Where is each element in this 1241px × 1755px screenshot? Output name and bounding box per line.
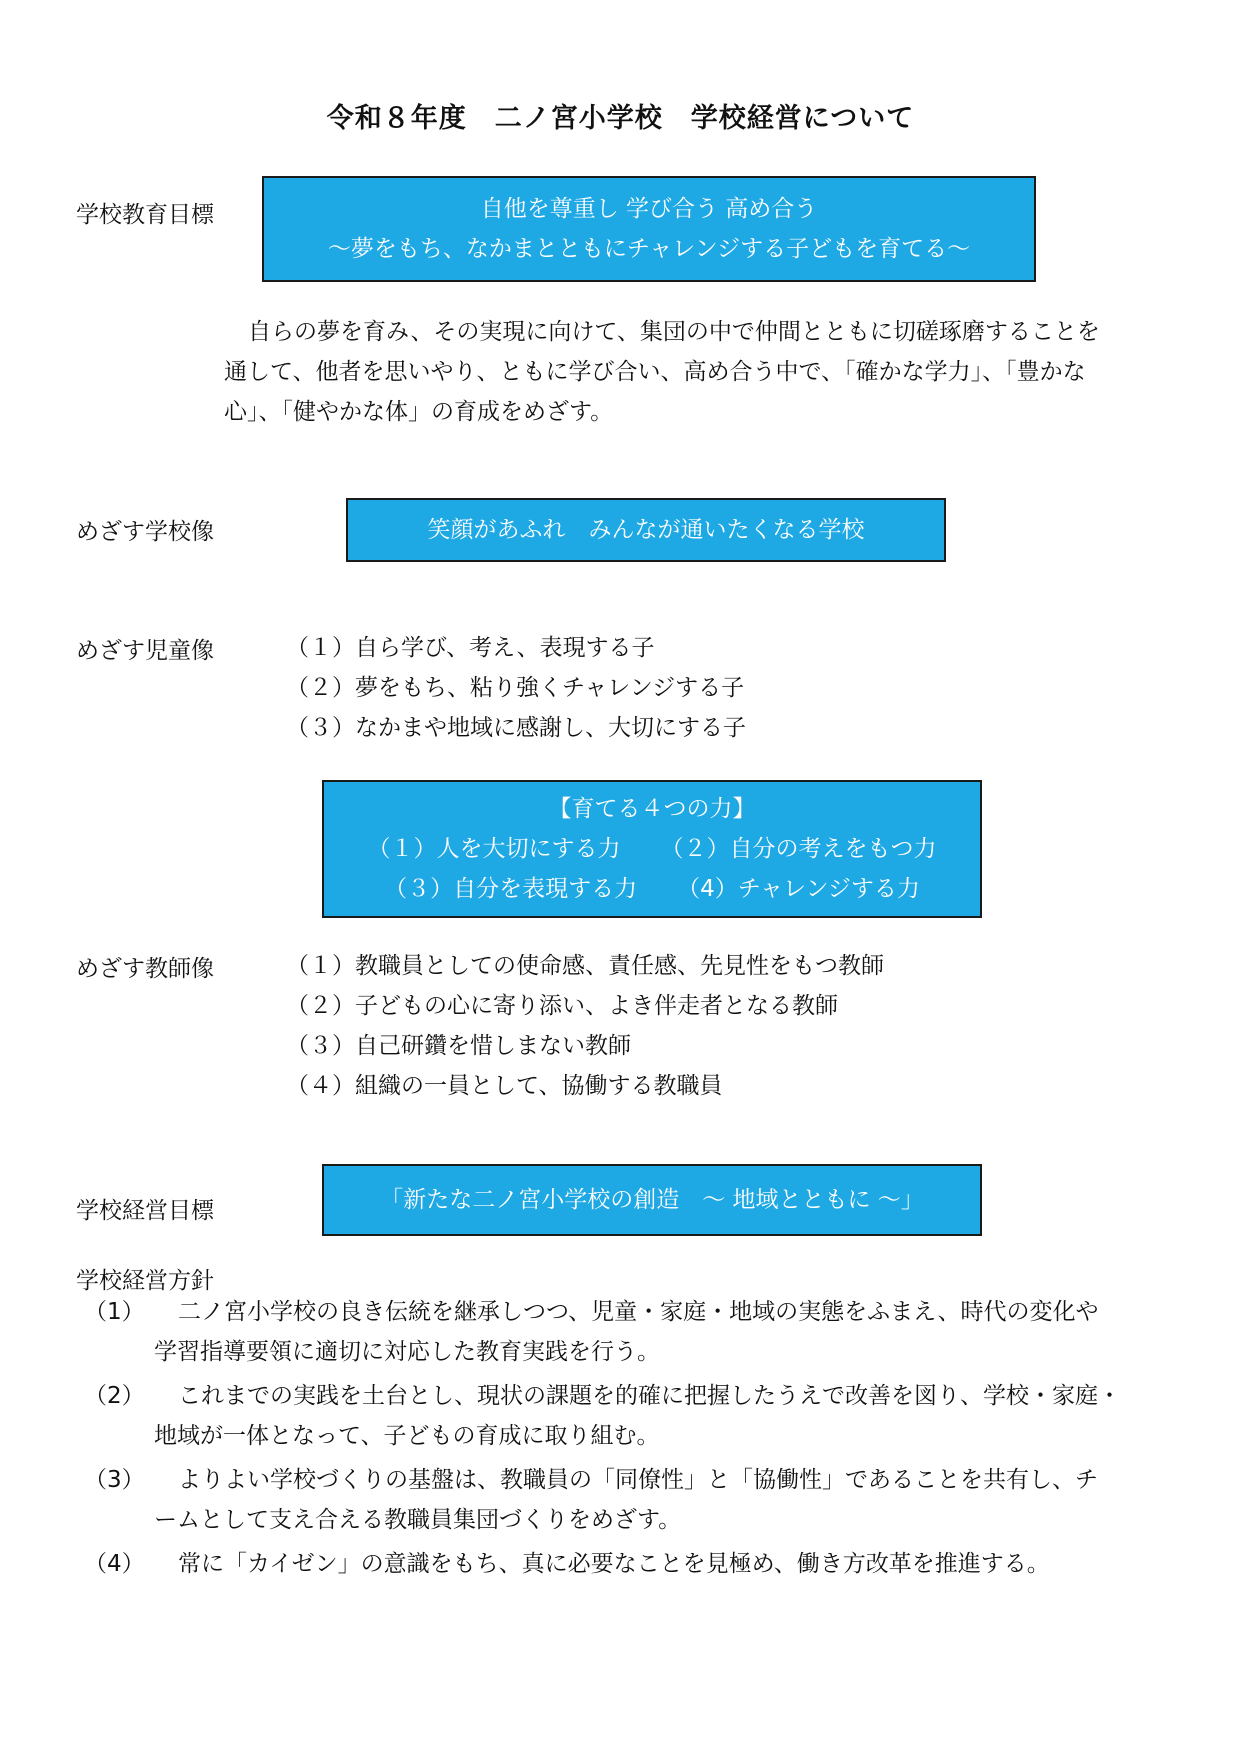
four-powers-item: （１）人を大切にする力 [367, 836, 621, 862]
list-item: （３）なかまや地域に感謝し、大切にする子 [286, 715, 746, 741]
four-powers-item: （３）自分を表現する力 [384, 876, 638, 902]
student-image-label: めざす児童像 [76, 638, 214, 664]
management-goal-text: 「新たな二ノ宮小学校の創造 ～ 地域とともに ～」 [380, 1187, 924, 1213]
list-item: （１）自ら学び、考え、表現する子 [286, 635, 655, 661]
policy-item [84, 1292, 1174, 1372]
policy-item [84, 1460, 1174, 1540]
four-powers-heading: 【育てる４つの力】 [548, 796, 756, 822]
policy-number: （1） [84, 1299, 145, 1325]
list-item: （４）組織の一員として、協働する教職員 [286, 1073, 723, 1099]
policy-item [84, 1544, 1174, 1584]
page-title: 令和８年度 二ノ宮小学校 学校経営について [326, 103, 915, 134]
list-item: （２）夢をもち、粘り強くチャレンジする子 [286, 675, 745, 701]
education-goal-box [262, 176, 1036, 282]
description-line: 自らの夢を育み、その実現に向けて、集団の中で仲間とともに切磋琢磨することを [248, 319, 1100, 345]
description-line: 心」、「健やかな体」の育成をめざす。 [224, 399, 614, 425]
policy-line: 二ノ宮小学校の良き伝統を継承しつつ、児童・家庭・地域の実態をふまえ、時代の変化や [178, 1299, 1099, 1325]
policy-number: （4） [84, 1551, 145, 1577]
list-item: （３）自己研鑽を惜しまない教師 [286, 1033, 631, 1059]
education-goal-label: 学校教育目標 [76, 202, 214, 228]
management-policy-list [84, 1292, 1174, 1588]
management-goal-label: 学校経営目標 [76, 1198, 214, 1224]
student-image-list [286, 628, 746, 748]
four-powers-row [324, 829, 980, 869]
teacher-image-label: めざす教師像 [76, 956, 214, 982]
four-powers-item: （２）自分の考えをもつ力 [660, 836, 937, 862]
description-line: 通して、他者を思いやり、ともに学び合い、高め合う中で、「確かな学力」、「豊かな [224, 359, 1086, 385]
school-image-box [346, 498, 946, 562]
four-powers-item: （4）チャレンジする力 [677, 876, 920, 902]
education-goal-line2: ～夢をもち、なかまとともにチャレンジする子どもを育てる～ [327, 236, 971, 262]
management-policy-label: 学校経営方針 [76, 1268, 214, 1294]
policy-line: 常に「カイゼン」の意識をもち、真に必要なことを見極め、働き方改革を推進する。 [178, 1551, 1050, 1577]
list-item: （２）子どもの心に寄り添い、よき伴走者となる教師 [286, 993, 838, 1019]
four-powers-box [322, 780, 982, 918]
education-goal-line1: 自他を尊重し 学び合う 高め合う [480, 196, 818, 222]
policy-item [84, 1376, 1174, 1456]
policy-number: （2） [84, 1383, 145, 1409]
management-goal-box [322, 1164, 982, 1236]
education-goal-description [224, 312, 1164, 432]
school-image-text: 笑顔があふれ みんなが通いたくなる学校 [427, 517, 865, 543]
four-powers-row [324, 869, 980, 909]
policy-line: ームとして支え合える教職員集団づくりをめざす。 [154, 1507, 682, 1533]
list-item: （１）教職員としての使命感、責任感、先見性をもつ教師 [286, 953, 884, 979]
teacher-image-list [286, 946, 884, 1106]
policy-line: 学習指導要領に適切に対応した教育実践を行う。 [154, 1339, 660, 1365]
policy-line: これまでの実践を土台とし、現状の課題を的確に把握したうえで改善を図り、学校・家庭・ [178, 1383, 1121, 1409]
school-image-label: めざす学校像 [76, 519, 214, 545]
policy-line: 地域が一体となって、子どもの育成に取り組む。 [154, 1423, 660, 1449]
policy-number: （3） [84, 1467, 145, 1493]
policy-line: よりよい学校づくりの基盤は、教職員の「同僚性」と「協働性」であることを共有し、チ [178, 1467, 1098, 1493]
